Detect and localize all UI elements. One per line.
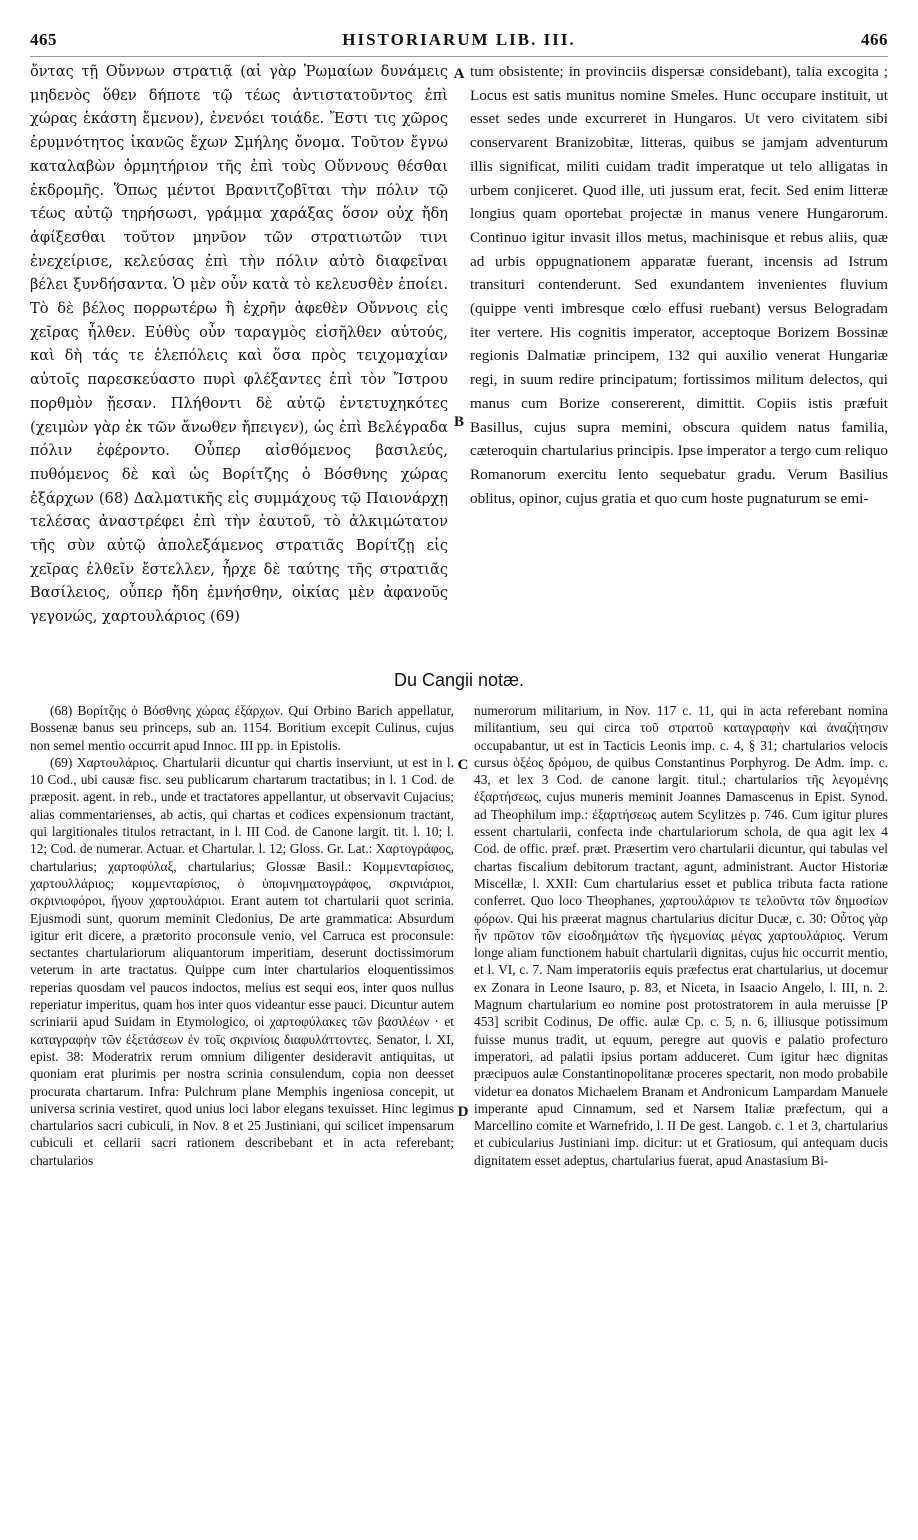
margin-letter-b: B [453,414,464,430]
margin-letter-a: A [453,66,465,82]
notes-title: Du Cangii notæ. [393,670,525,690]
margin-letter-c: C [457,757,469,773]
page-number-right: 466 [861,30,888,49]
page-number-left: 465 [30,30,57,49]
greek-text: ὄντας τῇ Οὔννων στρατιᾷ (αἱ γὰρ Ῥωμαίων δυνάμεις μηδενὸς ὅθεν δήποτε τῷ τέως ἀντιστατοῦντος ἐπὶ χώρας ἑκάστη ἔμενον), ἐνενόει τοιάδε. Ἔστι τις χῶρος ἐρυμνότητος ἱκανῶς ἔχων Σμήλης ὄνομα. Τοῦτον ἔγνω καταλαβὼν ὁρμητήριον τῆς ἐπὶ τοὺς Οὔννους θέσθαι ἐκδρομῆς. Ὅπως μέντοι Βρανιτζοβῖται τὴν πόλιν τῷ τέως αὐτῷ τηρήσωσι, γράμμα χαράξας ὅσον οὐχ ἤδη ἀφίξεσθαι τοῦτον μηνῦον τῶν στρατιωτῶν τινι ἐνεχείρισε, κελεύσας ἐπὶ τὴν πόλιν αὐτὸ διαφεῖναι βέλει ξυνδήσαντα. Ὁ μὲν οὖν κατὰ τὸ κελευσθὲν ἐποίει. Τὸ δὲ βέλος πορρωτέρω ἢ ἐχρῆν ἀφεθὲν Οὔννοις εἰς χεῖρας ἦλθεν. Εὐθὺς οὖν ταραγμὸς εἰσῆλθεν αὐτούς, καὶ δὴ τάς τε ἑλεπόλεις καὶ ὅσα πρὸς τειχομαχίαν αὐτοῖς παρεσκεύαστο πυρὶ φλέξαντες ἐπὶ τὸν Ἴστρου πορθμὸν ᾔεσαν. Πλήθοντι δὲ αὐτῷ ἐντετυχηκότες (χειμὼν γὰρ ἐκ τῶν ἄνωθεν ἤπειγεν), ὡς ἐπὶ Βελέγραδα πόλιν ἐφέροντο. Οὗπερ αἰσθόμενος βασιλεύς, πυθόμενος δὲ καὶ ὡς Βορίτζης ὁ Βόσθνης χώρας ἐξάρχων (68) Δαλματικῆς εἰς συμμάχους τῷ Παιονάρχῃ τελέσας ἀναστρέφει ἐπὶ τὴν ἑαυτοῦ, τὸ ἀλκιμώτατον τῆς σὺν αὐτῷ ἀπολεξάμενος στρατιᾶς Βορίτζῃ εἰς χεῖρας ἐλθεῖν ἔστελλεν, ἦρχε δὲ ταύτης τῆς στρατιᾶς Βασίλειος, οὗπερ ἤδη ἐμνήσθην, οἰκίας μὲν ἀφανοῦς γεγονώς, χαρτουλάριος (69) [30,63,448,626]
margin-letter-d: D [457,1104,469,1120]
greek-column [30,60,448,658]
notes-left-column [30,702,454,1520]
running-head [30,30,888,57]
notes-right-column [474,702,888,1520]
latin-column [470,60,888,658]
note-69: (69) Χαρτουλάριος. Chartularii dicuntur qui chartis inserviunt, ut est in l. 10 Cod., ubi causæ fisc. seu publicarum chartarum tractatibus; in l. 1 Cod. de præposit. agent. in reb., unde et tractatores appellantur, ut observavit Cujacius; alias commentarienses, ab actis, qui chartas et codices expensionum tractant, qui largitionales titulos retractant, in l. III Cod. de Canone largit. tit. l. 10; l. 12; Cod. de numerar. Actuar. et Chartular. l. 12; Gloss. Gr. Lat.: Χαρτογράφος, chartularius; χαρτοφύλαξ, chartularius; Glossæ Basil.: Κομμενταρίσιος, χαρτουλλάριος; κομμενταρίσιος, ὁ ὑπομνηματογράφος, σκρινιάριοι, σκρινιοφόροι, ἤγουν χαρτουλάριοι. Erant autem tot chartularii quot scrinia. Ejusmodi sunt, quorum meminit Cledonius, De arte grammatica: Absurdum igitur erit dicere, a prætorito proconsule venio, vel Carruca est proconsule: sectantes chartulariorum aliquantorum imperitiam, deserunt doctissimorum veterum in arte tractatus. Quippe cum inter chartularios eloquentissimos reperias quosdam vel paucos indoctos, melius est sequi eos, inter quos nullus reperiatur imperitus, quam hos inter quos videantur esse pauci. Dicuntur autem scriniarii apud Suidam in Etymologico, οἱ χαρτοφύλακες τῶν βασιλέων · et καταγραφὴν τῶν ἐξετάσεων ἐν τοῖς σκρινίοις διαφυλάττοντες. Senator, l. XI, epist. 38: Moderatrix rerum omnium diligenter desideravit antiquitas, ut quoniam erat plurimis per nostra scrinia consulendum, copia non deesset procurata chartarum. Infra: Pulchrum plane Memphis ingeniosa concepit, ut universa scrinia vestiret, quod unius loci labor elegans texuisset. Hinc legimus chartularios sacri cubiculi, in Nov. 8 et 25 Justiniani, qui scilicet impensarum cubiculi et cellarii sacri rationem describebant et in acta referebant; chartularios [30,754,454,1168]
running-title: HISTORIARUM LIB. III. [342,30,576,49]
note-68: (68) Βορίτζης ὁ Βόσθνης χώρας ἐξάρχων. Qui Orbino Barich appellatur, Bossenæ banus seu princeps, sub an. 1154. Boritium excepit Culinus, cujus non semel mentio occurrit apud Innoc. III pp. in Epistolis. [30,703,454,753]
note-69-continued: numerorum militarium, in Nov. 117 c. 11, qui in acta referebant nomina militantium, seu qui circa τοῦ στρατοῦ καταγραφὴν καὶ ἀναζήτησιν occupabantur, ut est in Tacticis Leonis imp. c. 4, § 31; chartularios velocis cursus ὀξέος δρόμου, de quibus Constantinus Porphyrog. De Adm. imp. c. 43, et lex 3 Cod. de canone largit. titul.; chartularios τῆς λεγομένης ἐξαρτήσεως, cujus muneris meminit Joannes Damascenus in Epist. Synod. ad Theophilum imp.: ἐξαρτήσεως autem Scylitzes p. 746. Cum igitur plures essent chartularii, confecta inde chartulariorum schola, de qua agit lex 4 Cod. de offic. præf. præt. Præsertim vero chartularii dicuntur, qui tabulas vel chartas fiscalium debitorum tractant, agunt, administrant. Auctor Historiæ Miscellæ, l. XXII: Cum chartularius esset et publica tributa facta ratione conferret. Quo loco Theophanes, χαρτουλάριον τε τελοῦντα τῶν δημοσίων φόρων. Qui his præerat magnus chartularius dicitur Ducæ, c. 30: Οὗτος γὰρ ἦν πρῶτον τῶν εἰσοδημάτων τῆς ἡγεμονίας μέγας χαρτουλάριος. Verum longe aliam functionem habuit chartularii dignitas, cujus hic occurrit mentio, et l. VI, c. 7. Nam imperatoriis equis præfectus erat chartularius, ut docemur ex Zonara in Leone Isauro, p. 83, et Niceta, in Isaacio Angelo, l. III, n. 2. Magnum chartularium eo nomine post protostratorem in aula meruisse [P 453] scribit Codinus, De offic. aulæ Cp. c. 5, n. 6, illiusque potissimum fuisse munus tradit, ut equum, peregre aut quovis e palatio profecturo imperatori, ad palatii ipsius portam adduceret. Cum igitur hæc dignitas præcipuos aulæ Constantinopolitanæ proceres spectarit, non modo probabile videtur ea donatos Michaelem Branam et Andronicum Lampardam Manuele imperante apud Cinnamum, sed et Narsem Italiæ præfectum, qui a Marcellino comite et Warnefrido, l. II De gest. Langob. c. 1 et 3, chartularius et cubicularius Justiniani imp. dicitur: ut et Gratiosum, qui antequam ducis dignitatem esset adeptus, chartularius fuerat, apud Anastasium Bi- [474,703,888,1168]
latin-text: tum obsistente; in provinciis dispersæ considebant), talia excogita ; Locus est satis munitus nomine Smeles. Hunc occupare instituit, ut esset sedes unde excurreret in Hungaros. Ut vero civitatem sibi conservarent Branizobitæ, litteras, quibus se jamjam adventurum illis significat, militi cuidam tradit imperatque ut telo alligatas in urbem conjiceret. Quod ille, uti jussum erat, fecit. Sed enim litteræ longius quam oportebat projectæ in manus venere Hungarorum. Continuo igitur invasit illos metus, machinisque et rebus aliis, quæ ad urbis oppugnationem apparatæ fuerant, incensis ad Istrum transituri contenderunt. Sed exundantem invenientes fluvium (quippe venti imbresque cœlo effusi ruebant) versus Belogradam iter vertere. His cognitis imperator, acceptoque Borizem Bossinæ regionis Dalmatiæ principem, 132 qui auxilio venerat Hungariæ regi, in suum redire principatum; fortissimos militum delectos, qui manus cum Borize consererent, dimittit. Copiis istis præfuit Basillus, cujus supra memini, obscura quidem natus familia, cæteroquin chartularius principis. Ipse imperator a tergo cum reliquo Romanorum exercitu lento sequebatur gradu. Verum Basilius oblitus, opinor, cujus gratia et quo cum hoste pugnaturum se emi- [470,63,888,507]
